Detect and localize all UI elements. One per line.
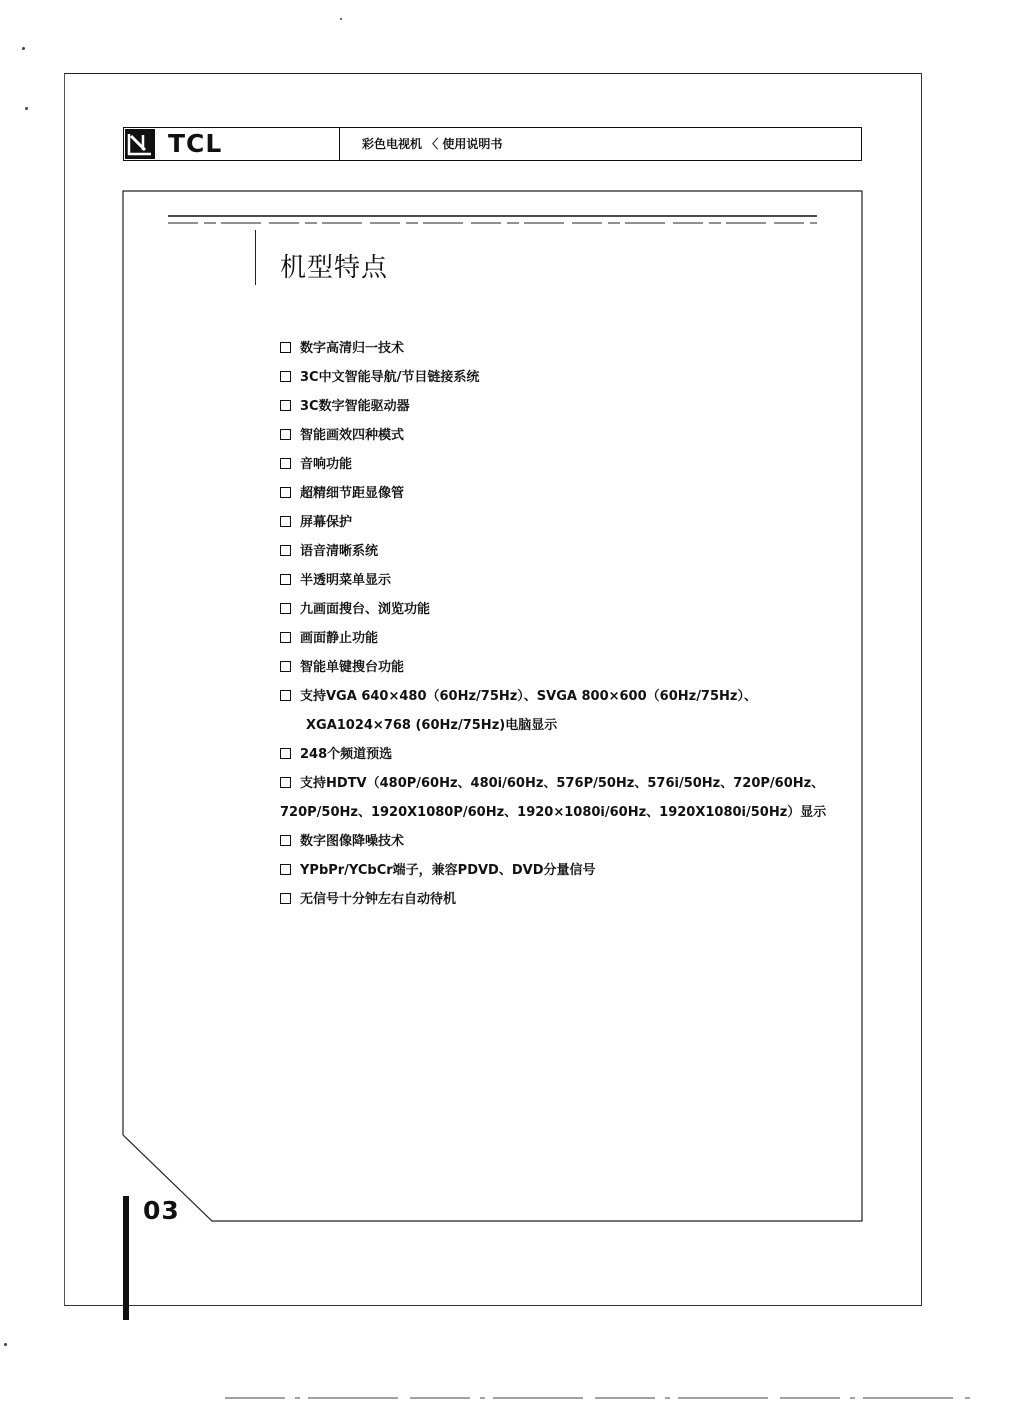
feature-text: 智能画效四种模式 [300,428,405,443]
checkbox-square-icon [280,835,291,846]
feature-item [280,682,826,740]
feature-text: 支持HDTV（480P/60Hz、480i/60Hz、576P/50Hz、576i/50Hz、720P/60Hz、 [300,776,825,791]
feature-text: YPbPr/YCbCr端子，兼容PDVD、DVD分量信号 [300,863,596,878]
feature-text: 屏幕保护 [300,515,353,530]
checkbox-square-icon [280,661,291,672]
checkbox-square-icon [280,603,291,614]
checkbox-square-icon [280,400,291,411]
checkbox-square-icon [280,516,291,527]
feature-item [280,653,826,682]
checkbox-square-icon [280,574,291,585]
scan-speck [340,18,342,20]
feature-text: 超精细节距显像管 [300,486,405,501]
feature-item [280,595,826,624]
brand-logo-text: TCL [168,129,223,158]
feature-text: 248个频道预选 [300,747,393,762]
feature-item [280,392,826,421]
feature-text-continued: XGA1024×768 (60Hz/75Hz)电脑显示 [306,718,558,733]
checkbox-square-icon [280,342,291,353]
feature-text: 3C中文智能导航/节目链接系统 [300,370,480,385]
feature-text: 九画面搜台、浏览功能 [300,602,431,617]
feature-text: 语音清晰系统 [300,544,379,559]
feature-item [280,508,826,537]
section-title: 机型特点 [280,253,389,283]
feature-text: 画面静止功能 [300,631,379,646]
feature-text-continued: 720P/50Hz、1920X1080P/60Hz、1920×1080i/60Hz、1920X1080i/50Hz）显示 [280,805,827,820]
section-title-rule [255,230,256,285]
checkbox-square-icon [280,429,291,440]
feature-item [280,450,826,479]
checkbox-square-icon [280,545,291,556]
feature-text: 数字高清归一技术 [300,341,405,356]
checkbox-square-icon [280,748,291,759]
feature-item [280,856,826,885]
feature-text: 半透明菜单显示 [300,573,392,588]
page-number: 03 [143,1196,180,1225]
feature-item [280,537,826,566]
checkbox-square-icon [280,371,291,382]
feature-text: 支持VGA 640×480（60Hz/75Hz）、SVGA 800×600（60Hz/75Hz）、 [300,689,757,704]
feature-text: 音响功能 [300,457,353,472]
feature-item [280,769,826,827]
feature-item [280,566,826,595]
checkbox-square-icon [280,632,291,643]
feature-item [280,421,826,450]
checkbox-square-icon [280,777,291,788]
feature-item [280,624,826,653]
feature-text: 数字图像降噪技术 [300,834,405,849]
scan-speck [25,107,28,110]
document-title: 彩色电视机 〈 使用说明书 [362,137,503,151]
scan-speck [22,47,25,50]
feature-item [280,827,826,856]
feature-text: 3C数字智能驱动器 [300,399,410,414]
checkbox-square-icon [280,864,291,875]
page-number-bar [123,1196,129,1320]
feature-item [280,363,826,392]
scan-speck [4,1343,7,1346]
feature-text: 无信号十分钟左右自动待机 [300,892,457,907]
checkbox-square-icon [280,690,291,701]
checkbox-square-icon [280,893,291,904]
feature-item [280,479,826,508]
feature-item [280,885,826,914]
feature-text: 智能单键搜台功能 [300,660,405,675]
feature-item [280,334,826,363]
checkbox-square-icon [280,487,291,498]
feature-item [280,740,826,769]
checkbox-square-icon [280,458,291,469]
feature-list [280,334,826,914]
